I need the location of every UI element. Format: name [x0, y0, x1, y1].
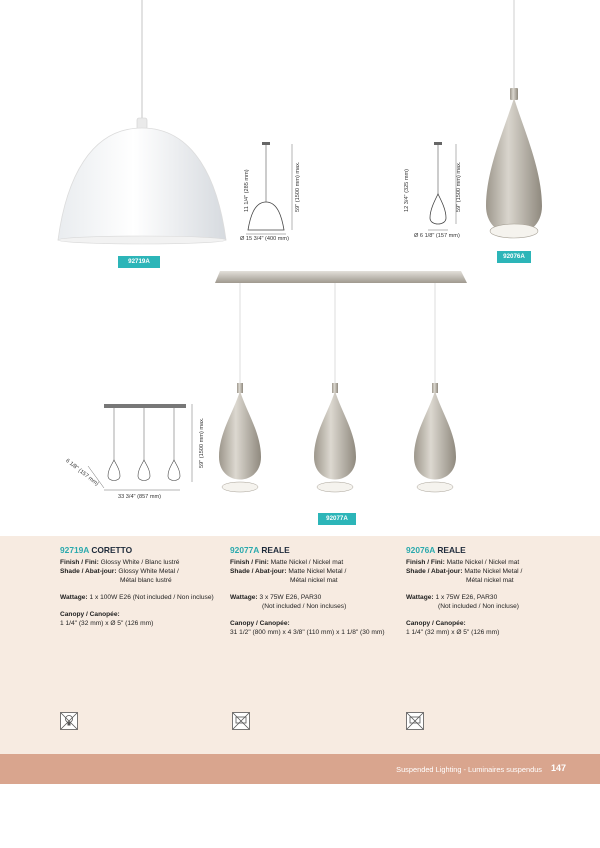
- canopy-value: 1 1/4" (32 mm) x Ø 5" (126 mm): [60, 620, 154, 627]
- shade-value-fr: Métal nickel mat: [466, 577, 514, 584]
- bulb-not-included-icon: [232, 712, 250, 730]
- canopy-value: 1 1/4" (32 mm) x Ø 5" (126 mm): [406, 629, 500, 636]
- shade-value-fr: Métal nickel mat: [290, 577, 338, 584]
- product-spec-reale-triple: [230, 546, 400, 637]
- product-name: REALE: [261, 545, 290, 555]
- coretto-width-label: Ø 15 3/4" (400 mm): [240, 236, 289, 242]
- canopy-label: Canopy / Canopée:: [60, 611, 120, 618]
- shade-label: Shade / Abat-jour:: [406, 568, 463, 575]
- canopy-label: Canopy / Canopée:: [230, 620, 290, 627]
- triple-width-label: 33 3/4" (857 mm): [118, 494, 162, 500]
- shade-label: Shade / Abat-jour:: [230, 568, 287, 575]
- bulb-not-included-icon: [60, 712, 78, 730]
- wattage-label: Wattage:: [60, 594, 88, 601]
- reale-height-label: 12 3/4" (325 mm): [404, 168, 410, 212]
- wattage-value: 1 x 100W E26 (Not included / Non incluse): [89, 594, 214, 601]
- wattage-label: Wattage:: [230, 594, 258, 601]
- finish-value: Glossy White / Blanc lustré: [100, 559, 180, 566]
- shade-label: Shade / Abat-jour:: [60, 568, 117, 575]
- product-code: 92077A: [230, 545, 260, 555]
- canopy-label: Canopy / Canopée:: [406, 620, 466, 627]
- reale-triple-dimension-drawing: [84, 396, 206, 496]
- wattage-label: Wattage:: [406, 594, 434, 601]
- wattage-value-note: (Not included / Non incluse): [438, 603, 519, 610]
- shade-value-fr: Métal blanc lustré: [120, 577, 172, 584]
- finish-label: Finish / Fini:: [60, 559, 99, 566]
- product-code: 92076A: [406, 545, 436, 555]
- product-name: REALE: [437, 545, 466, 555]
- product-heading: [60, 546, 230, 555]
- product-heading: [406, 546, 576, 555]
- wattage-value: 3 x 75W E26, PAR30: [259, 594, 322, 601]
- page-number: 147: [551, 763, 567, 773]
- reale-triple-code-tag: 92077A: [318, 513, 356, 525]
- coretto-code-tag: 92719A: [118, 256, 160, 268]
- coretto-max-label: 59" (1500 mm) max.: [295, 161, 301, 212]
- product-spec-reale-single: [406, 546, 576, 637]
- triple-max-label: 59" (1500 mm) max.: [199, 417, 205, 468]
- coretto-height-label: 11 1/4" (285 mm): [244, 169, 250, 212]
- shade-value: Matte Nickel Metal /: [464, 568, 523, 575]
- shade-value: Glossy White Metal /: [118, 568, 179, 575]
- reale-single-code-tag: 92076A: [497, 251, 531, 263]
- bulb-not-included-icon: [406, 712, 424, 730]
- finish-value: Matte Nickel / Nickel mat: [270, 559, 344, 566]
- wattage-value-note: (Not included / Non incluses): [262, 603, 347, 610]
- product-spec-coretto: [60, 546, 230, 628]
- reale-width-label: Ø 6 1/8" (157 mm): [414, 233, 460, 239]
- product-heading: [230, 546, 400, 555]
- finish-value: Matte Nickel / Nickel mat: [446, 559, 520, 566]
- coretto-pendant-photo: [50, 0, 240, 250]
- product-name: CORETTO: [91, 545, 133, 555]
- reale-single-pendant-photo: [476, 0, 556, 250]
- finish-label: Finish / Fini:: [406, 559, 445, 566]
- triple-depth-label: 6 1/8" (157 mm): [64, 458, 100, 488]
- product-code: 92719A: [60, 545, 90, 555]
- wattage-value: 1 x 75W E26, PAR30: [435, 594, 498, 601]
- footer-section-title: Suspended Lighting - Luminaires suspendus: [396, 765, 542, 774]
- finish-label: Finish / Fini:: [230, 559, 269, 566]
- reale-max-label: 59" (1500 mm) max.: [456, 161, 462, 212]
- shade-value: Matte Nickel Metal /: [288, 568, 347, 575]
- canopy-value: 31 1/2" (800 mm) x 4 3/8" (110 mm) x 1 1/8" (30 mm): [230, 629, 385, 636]
- reale-triple-pendant-photo: [205, 265, 475, 500]
